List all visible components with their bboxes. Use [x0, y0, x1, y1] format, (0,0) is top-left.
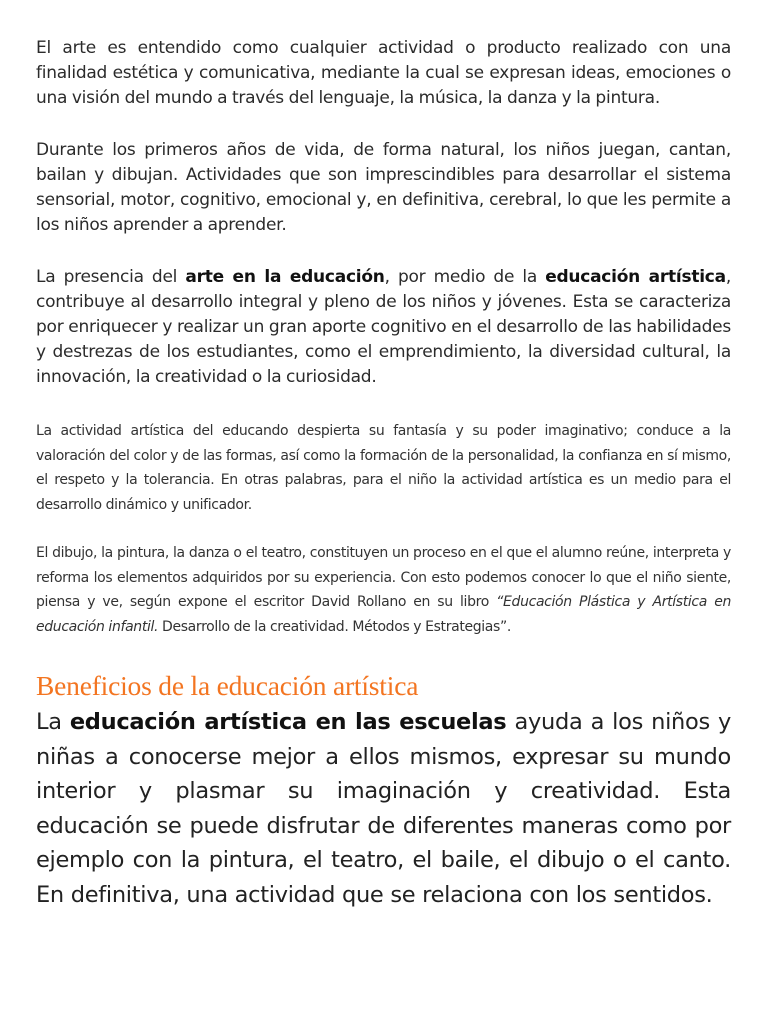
bold-term-art-in-education: arte en la educación [185, 267, 385, 287]
text-run: ayuda a los niños y niñas a conocerse mejor a ellos mismos, expresar su mundo interior y plasmar su imaginación y creatividad. Esta educación se puede disfrutar de diferentes maneras como por ejemplo con la pintura, el teatro, el baile, el dibujo o el canto. En definitiva, una actividad que se relaciona con los sentidos. [36, 709, 732, 908]
text-run: Desarrollo de la creatividad. Métodos y Estrategias”. [158, 618, 511, 635]
paragraph-art-definition: El arte es entendido como cualquier actividad o producto realizado con una finalidad estética y comunicativa, mediante la cual se expresan ideas, emociones o una visión del mundo a través del lenguaje, la música, la danza y la pintura. [36, 38, 731, 108]
paragraph-artistic-activity: La actividad artística del educando despierta su fantasía y su poder imaginativo; conduce a la valoración del color y de las formas, así como la formación de la personalidad, la confianza en sí mismo, el respeto y la tolerancia. En otras palabras, para el niño la actividad artística es un medio para el desarrollo dinámico y unificador. [36, 423, 731, 513]
article-body [36, 36, 731, 912]
paragraph-benefits [36, 705, 731, 912]
text-run: El dibujo, la pintura, la danza o el teatro, constituyen un proceso en el que el alumno reúne, interpreta y reforma los elementos adquiridos por su experiencia. Con esto podemos conocer lo que el niño siente, piensa y ve, según expone el escritor David Rollano en su libro [36, 545, 731, 610]
paragraph-early-years: Durante los primeros años de vida, de forma natural, los niños juegan, cantan, bailan y dibujan. Actividades que son imprescindibles para desarrollar el sistema sensorial, motor, cognitivo, emocional y, en definitiva, cerebral, lo que les permite a los niños aprender a aprender. [36, 140, 731, 235]
paragraph-drawing-painting [36, 541, 731, 639]
bold-term-education-in-schools: educación artística en las escuelas [69, 709, 507, 735]
text-run: , por medio de la [384, 267, 546, 287]
text-run: La [36, 709, 70, 735]
text-run: , contribuye al desarrollo integral y pleno de los niños y jóvenes. Esta se caracteriza por enriquecer y realizar un gran aporte cognitivo en el desarrollo de las habilidades y destrezas de los estudiantes, como el emprendimiento, la diversidad cultural, la innovación, la creatividad o la curiosidad. [36, 267, 731, 387]
bold-term-artistic-education: educación artística [545, 267, 726, 287]
paragraph-art-in-education [36, 265, 731, 390]
text-run: La presencia del [36, 267, 186, 287]
italic-book-title: “Educación Plástica y Artística en educación infantil. [36, 594, 731, 635]
section-heading: Beneficios de la educación artística [36, 670, 419, 701]
